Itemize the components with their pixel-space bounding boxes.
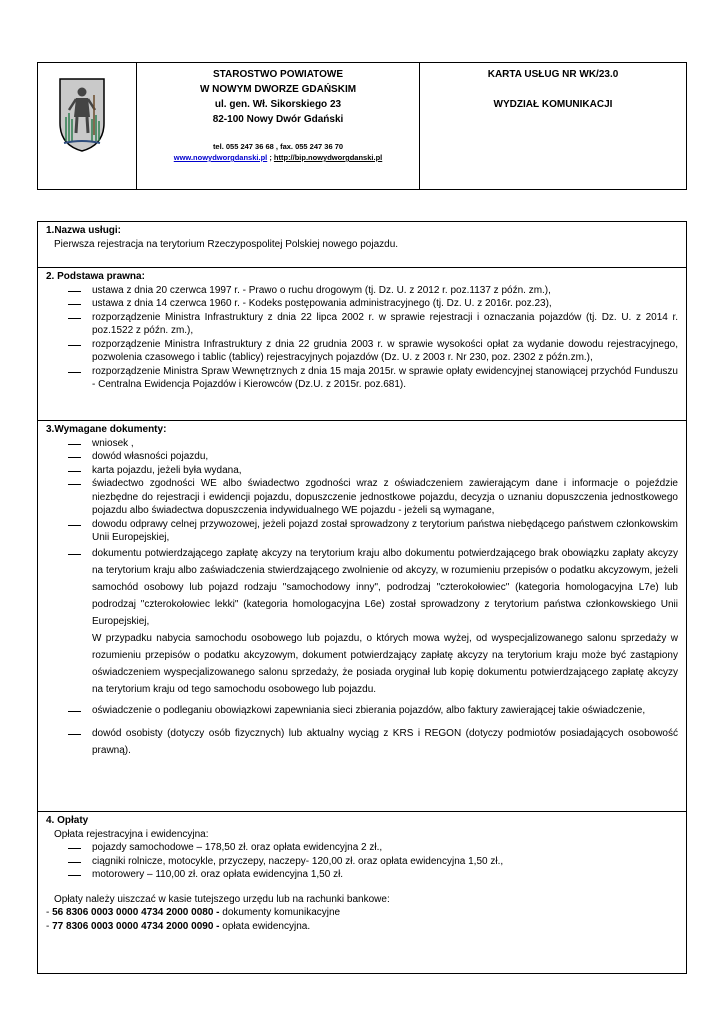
bank-account-number: 77 8306 0003 0000 4734 2000 0090 - — [52, 920, 220, 932]
website-link[interactable]: www.nowydworgdanski.pl — [173, 153, 268, 162]
account-prefix: - — [46, 920, 53, 932]
section-title: 2. Podstawa prawna: — [46, 271, 145, 282]
bank-account-row — [46, 920, 678, 934]
section-title: 3.Wymagane dokumenty: — [46, 424, 167, 435]
list-item: dowód osobisty (dotyczy osób fizycznych) lub aktualny wyciąg z KRS i REGON (dotyczy podmiotów posiadających osobowość prawną). — [68, 725, 678, 759]
office-street: ul. gen. Wł. Sikorskiego 23 — [214, 99, 342, 110]
section-title: 4. Opłaty — [46, 815, 89, 826]
office-contact: tel. 055 247 36 68 , fax. 055 247 36 70 — [212, 142, 344, 151]
documents-list — [46, 437, 678, 630]
crest-cell — [38, 63, 137, 189]
list-item: rozporządzenie Ministra Infrastruktury z dnia 22 grudnia 2003 r. w sprawie wysokości opłat za wydanie dowodu rejestracyjnego, pozwolenia czasowego i tablic (tablicy) rejestracyjnych pojazdów (Dz. U. z 2003 r. Nr 230, poz. 2302 z późn.zm.), — [68, 338, 678, 365]
section-legal-basis — [38, 268, 686, 421]
office-city: 82-100 Nowy Dwór Gdański — [212, 114, 344, 125]
documents-list-continued — [46, 702, 678, 759]
list-item: karta pojazdu, jeżeli była wydana, — [68, 464, 678, 478]
list-item: dokumentu potwierdzającego zapłatę akcyzy na terytorium kraju albo dokumentu potwierdzającego brak obowiązku zapłaty akcyzy na terytorium kraju albo zaświadczenia stwierdzającego zwolnienie od akcyzy, w rozumieniu przepisów o podatku akcyzowym, jeżeli samochód osobowy lub pojazd rodzaju "samochodowy inny", podrodzaj "czterokołowiec" (kategoria homologacyjna L7e) lub podrodzaj "czterokołowiec lekki" (kategoria homologacyjna L6e) został sprowadzony z terytorium państwa członkowskiego Unii Europejskiej, — [68, 545, 678, 630]
list-item: ustawa z dnia 14 czerwca 1960 r. - Kodeks postępowania administracyjnego (tj. Dz. U. z 2016r. poz.23), — [68, 297, 678, 311]
card-info-cell — [420, 63, 686, 189]
bank-account-number: 56 8306 0003 0000 4734 2000 0080 - — [52, 907, 220, 918]
bank-account-desc: dokumenty komunikacyjne — [219, 907, 341, 918]
bank-account-desc: opłata ewidencyjna. — [219, 920, 311, 932]
bip-link[interactable]: http://bip.nowydworgdanski.pl — [273, 153, 383, 162]
fees-subtitle: Opłata rejestracyjna i ewidencyjna: — [54, 828, 209, 840]
list-item: rozporządzenie Ministra Infrastruktury z dnia 22 lipca 2002 r. w sprawie rejestracji i oznaczania pojazdów (tj. Dz. U. z 2014 r. poz.1522 z późn. zm.), — [68, 311, 678, 338]
section-service-name — [38, 222, 686, 268]
office-info-cell — [137, 63, 420, 189]
card-number: KARTA USŁUG NR WK/23.0 — [487, 69, 619, 80]
office-name-line1: STAROSTWO POWIATOWE — [213, 69, 343, 80]
coat-of-arms-icon — [58, 77, 106, 153]
list-item: motorowery – 110,00 zł. oraz opłata ewidencyjna 1,50 zł. — [68, 868, 678, 882]
excise-note: W przypadku nabycia samochodu osobowego lub pojazdu, o których mowa wyżej, od wyspecjalizowanego salonu sprzedaży w rozumieniu przepisów o podatku akcyzowym, dokument potwierdzający zapłatę akcyzy na terytorium kraju może być zastąpiony oświadczeniem wyspecjalizowanego salonu sprzedaży, że posiada oryginał lub kopię dokumentu potwierdzającego zapłatę akcyzy na terytorium kraju od tego samochodu osobowego lub pojazdu. — [92, 632, 678, 695]
list-item: ustawa z dnia 20 czerwca 1997 r. - Prawo o ruchu drogowym (tj. Dz. U. z 2012 r. poz.1137 z późn. zm.), — [68, 284, 678, 298]
service-card-table — [37, 221, 687, 974]
legal-basis-list — [46, 284, 678, 392]
list-item: dowód własności pojazdu, — [68, 450, 678, 464]
office-name-line2: W NOWYM DWORZE GDAŃSKIM — [199, 84, 357, 95]
list-item: oświadczenie o podleganiu obowiązkowi zapewniania sieci zbierania pojazdów, albo faktury zawierającej takie oświadczenie, — [68, 702, 678, 719]
section-title: 1.Nazwa usługi: — [46, 225, 122, 236]
bank-account-row — [46, 906, 678, 920]
header-table — [37, 62, 687, 190]
list-item: dowodu odprawy celnej przywozowej, jeżeli pojazd został sprowadzony z terytorium państwa niebędącego państwem członkowskim Unii Europejskiej, — [68, 518, 678, 545]
list-item: pojazdy samochodowe – 178,50 zł. oraz opłata ewidencyjna 2 zł., — [68, 841, 678, 855]
payment-info: Opłaty należy uiszczać w kasie tutejszego urzędu lub na rachunki bankowe: — [54, 893, 390, 905]
section-fees — [38, 812, 686, 937]
office-links — [137, 152, 419, 163]
list-item: rozporządzenie Ministra Spraw Wewnętrznych z dnia 15 maja 2015r. w sprawie opłaty ewidencyjnej stanowiącej przychód Funduszu - Centralna Ewidencja Pojazdów i Kierowców (Dz.U. z 2015r. poz.681). — [68, 365, 678, 392]
list-item: świadectwo zgodności WE albo świadectwo zgodności wraz z oświadczeniem zawierającym dane i informacje o pojeździe niezbędne do rejestracji i ewidencji pojazdu, dopuszczenie jednostkowe pojazdu, decyzja o uznaniu dopuszczenia jednostkowego pojazdu albo świadectwa dopuszczenia indywidualnego WE pojazdu - jeżeli są wymagane, — [68, 477, 678, 518]
link-separator: ; — [267, 153, 274, 162]
section-required-documents — [38, 421, 686, 812]
list-item: ciągniki rolnicze, motocykle, przyczepy, naczepy- 120,00 zł. oraz opłata ewidencyjna 1,50 zł., — [68, 855, 678, 869]
account-prefix: - — [46, 907, 53, 918]
list-item: wniosek , — [68, 437, 678, 451]
fees-list — [46, 841, 678, 882]
service-name-text: Pierwsza rejestracja na terytorium Rzeczypospolitej Polskiej nowego pojazdu. — [54, 238, 399, 250]
department-name: WYDZIAŁ KOMUNIKACJI — [493, 99, 613, 110]
